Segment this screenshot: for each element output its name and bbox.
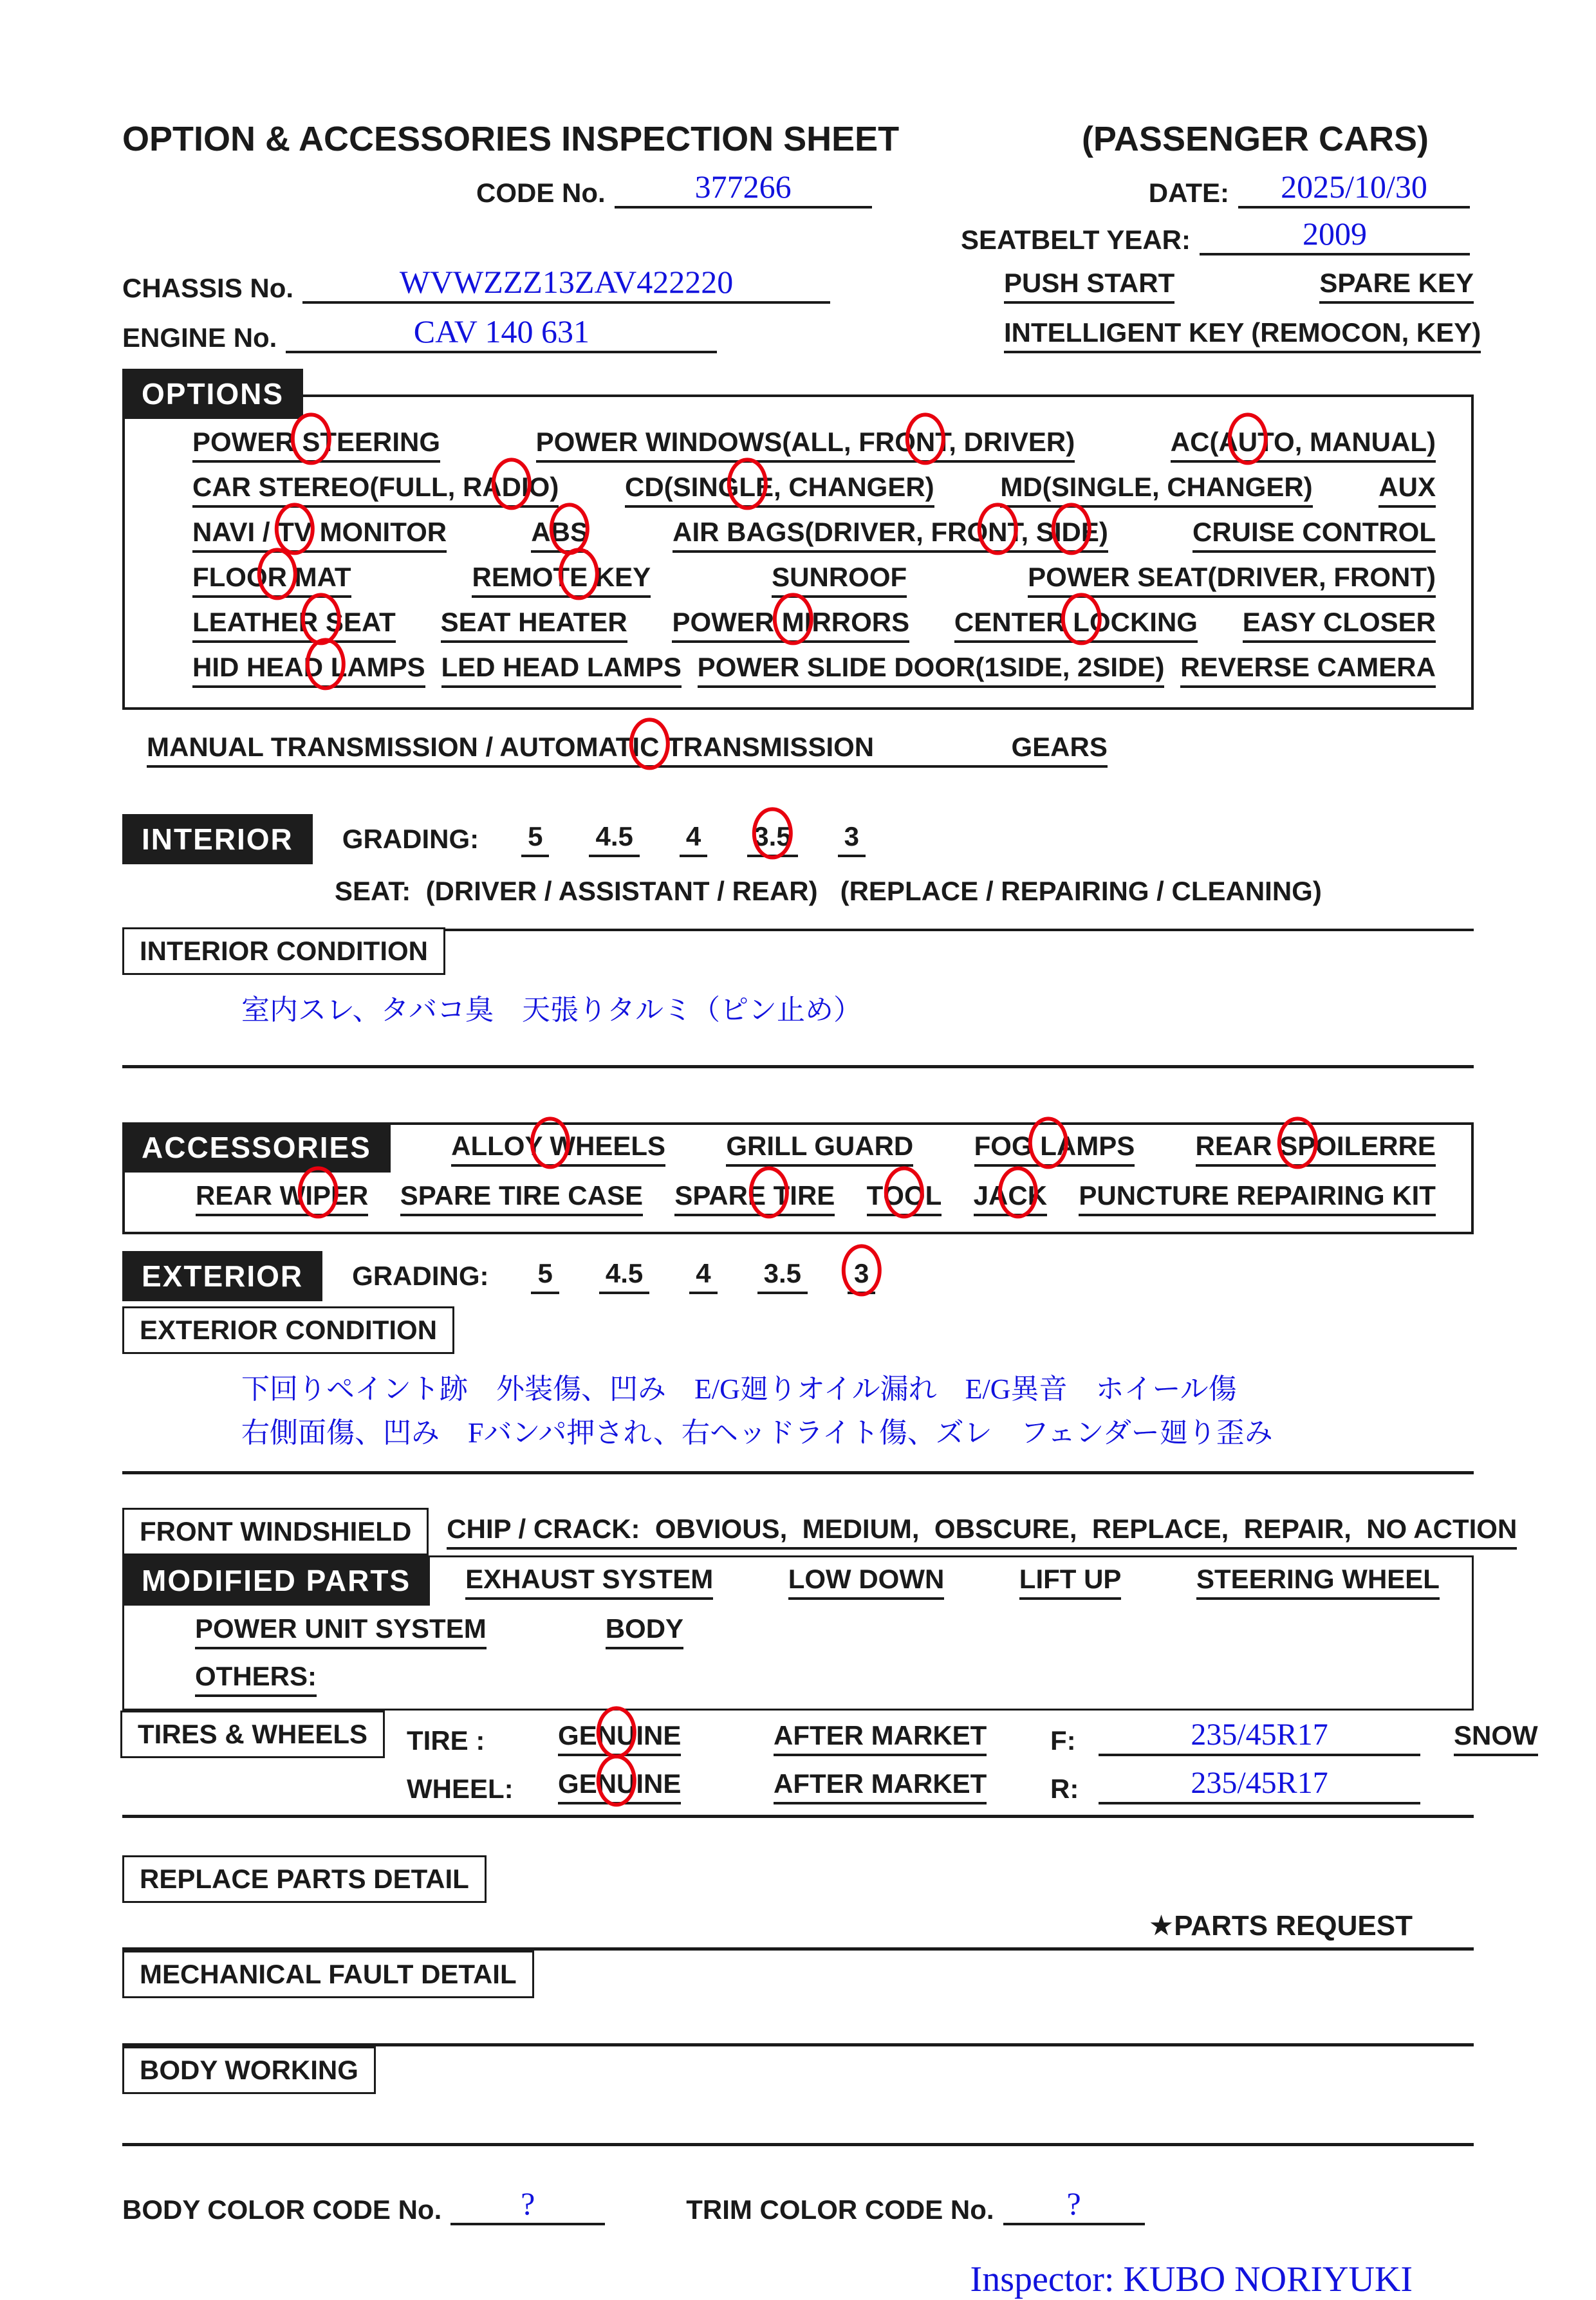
red-circle-mark: 3	[853, 1258, 869, 1288]
front-windshield-box: FRONT WINDSHIELD	[122, 1508, 429, 1555]
exterior-grading-label: GRADING:	[352, 1261, 489, 1291]
inspector-line	[970, 2259, 1413, 2299]
red-circle-mark: BS	[550, 517, 588, 547]
modified-parts-row-1	[124, 1557, 1472, 1606]
text-segment: FLOO	[192, 562, 268, 592]
text-segment: T	[866, 1180, 884, 1210]
tires-wheels-section	[122, 1711, 1538, 1818]
intelligent-key-group	[1004, 317, 1481, 353]
chassis-no-label: CHASSIS No.	[122, 273, 294, 303]
engine-no-value: CAV 140 631	[286, 314, 717, 353]
option-led-head-lamps	[441, 652, 682, 688]
red-circle-mark: C	[640, 732, 660, 762]
text-segment: POWER	[672, 607, 782, 637]
accessories-row-1	[125, 1125, 1436, 1173]
rear-tire-size-value: 235/45R17	[1099, 1767, 1420, 1804]
front-size-label: F:	[1050, 1725, 1076, 1756]
text-segment: EASY CLOSER	[1242, 607, 1436, 637]
push-start-item: PUSH START	[1004, 268, 1174, 304]
accessories-section	[122, 1122, 1474, 1234]
text-segment: SPARE TIRE CASE	[400, 1180, 644, 1210]
red-circle-mark: L	[1040, 1131, 1057, 1161]
red-circle-mark: R	[267, 562, 287, 592]
red-circle-mark: Y W	[524, 1131, 576, 1161]
text-segment: IRRORS	[804, 607, 910, 637]
text-segment: CRUISE CONTROL	[1192, 517, 1436, 547]
option-easy-closer	[1243, 607, 1436, 643]
genuine-label	[558, 1768, 681, 1804]
text-segment: AIR BAGS(DRIVER, FRO	[673, 517, 988, 547]
text-segment: MD(SINGLE, CHANGER)	[1000, 472, 1313, 502]
interior-grades	[521, 821, 866, 857]
code-date-row	[122, 169, 1474, 209]
text-segment: CD(SING	[624, 472, 739, 502]
body-color-code-label: BODY COLOR CODE No.	[122, 2194, 442, 2225]
trim-color-code-label: TRIM COLOR CODE No.	[686, 2194, 994, 2225]
red-circle-mark: C	[1008, 1180, 1028, 1210]
option-car-stereo	[192, 472, 559, 508]
text-segment: POWER SEAT(DRIVER, FRONT)	[1028, 562, 1436, 592]
tire-genuine-item	[558, 1720, 774, 1756]
red-circle-mark: 3.5	[754, 821, 792, 851]
text-segment: T, SI	[1007, 517, 1062, 547]
option-power-mirrors	[672, 607, 909, 643]
transmission-row	[122, 732, 1474, 768]
text-segment: EXHAUST SYSTEM	[465, 1563, 714, 1594]
text-segment: IO)	[521, 472, 559, 502]
text-segment: TEERING	[320, 427, 441, 457]
red-circle-mark: TV	[277, 517, 312, 547]
snow-item	[1454, 1720, 1538, 1756]
exterior-grade-5	[531, 1258, 559, 1294]
text-segment: 4	[696, 1258, 711, 1288]
date-value: 2025/10/30	[1238, 169, 1470, 209]
interior-grade-3	[838, 821, 866, 857]
accessory-tool	[867, 1180, 942, 1216]
modified-parts-row-2	[124, 1613, 1472, 1649]
exterior-condition-note-2: 右側面傷、凹み Fバンパ押され、右ヘッドライト傷、ズレ フェンダー廻り歪み	[241, 1417, 1273, 1449]
red-circle-mark: D	[501, 472, 521, 502]
red-circle-mark: NU	[597, 1768, 636, 1799]
text-segment: KEY	[588, 562, 651, 592]
seat-line: SEAT: (DRIVER / ASSISTANT / REAR) (REPLACE / REPAIRING / CLEANING)	[335, 876, 1322, 906]
text-segment: CENTER	[954, 607, 1073, 637]
modified-steering-wheel	[1196, 1564, 1440, 1600]
text-segment: A	[531, 517, 551, 547]
text-segment: 5	[537, 1258, 553, 1288]
wheel-genuine-item	[558, 1768, 774, 1804]
text-segment: 4	[685, 821, 701, 851]
text-segment: HID HEA	[192, 652, 304, 682]
text-segment: TRANSMISSION	[659, 732, 875, 762]
text-segment: PUNCTURE REPAIRING KIT	[1079, 1180, 1436, 1210]
accessory-spare-tire	[674, 1180, 835, 1216]
text-segment: EAT	[343, 607, 396, 637]
red-circle-mark: E	[570, 562, 588, 592]
options-section	[122, 377, 1474, 710]
interior-grade-4-5	[589, 821, 639, 857]
interior-condition-box: INTERIOR CONDITION	[122, 927, 445, 975]
text-segment: GE	[558, 1768, 597, 1799]
text-segment: SEAT HEATER	[440, 607, 627, 637]
mechanical-fault-detail-box: MECHANICAL FAULT DETAIL	[122, 1951, 534, 1998]
modified-lift-up	[1019, 1564, 1122, 1600]
color-code-row	[122, 2186, 1474, 2225]
parts-request-label: ★PARTS REQUEST	[1148, 1909, 1413, 1942]
options-row-3	[192, 517, 1436, 553]
option-power-windows	[536, 427, 1075, 463]
accessory-puncture-repairing-kit	[1079, 1180, 1436, 1216]
text-segment: K	[1027, 1180, 1048, 1210]
option-hid-head-lamps	[192, 652, 425, 688]
exterior-grading-row	[122, 1251, 1474, 1301]
option-reverse-camera	[1180, 652, 1436, 688]
chip-crack-line: CHIP / CRACK: OBVIOUS, MEDIUM, OBSCURE, REPLACE, REPAIR, NO ACTION	[447, 1514, 1517, 1550]
text-segment: CAR STEREO(FULL, RA	[192, 472, 502, 502]
exterior-grade-3	[848, 1258, 875, 1294]
red-circle-mark: D	[1061, 517, 1081, 547]
front-tire-size-value: 235/45R17	[1099, 1718, 1420, 1756]
interior-header-tab: INTERIOR	[122, 814, 313, 864]
text-segment: MAT	[287, 562, 351, 592]
text-segment: POWER WINDOWS(ALL, FRO	[535, 427, 916, 457]
text-segment: AUX	[1378, 472, 1436, 502]
engine-row	[122, 313, 1481, 353]
option-leather-seat	[192, 607, 396, 643]
accessory-jack	[974, 1180, 1047, 1216]
seatbelt-row	[122, 216, 1474, 255]
modified-exhaust-system	[465, 1564, 713, 1600]
exterior-grades	[531, 1258, 875, 1294]
text-segment: AC(A	[1170, 427, 1238, 457]
option-sunroof	[772, 562, 907, 598]
exterior-grade-3-5	[757, 1258, 808, 1294]
page-subtitle: (PASSENGER CARS)	[1081, 120, 1429, 158]
option-aux	[1378, 472, 1436, 508]
option-md	[1000, 472, 1312, 508]
after-market-label: AFTER MARKET	[774, 1720, 987, 1756]
inspector-label: Inspector:	[970, 2259, 1115, 2299]
option-floor-mat	[192, 562, 351, 598]
accessory-rear-wiper	[196, 1180, 368, 1216]
red-circle-mark: IP	[305, 1180, 331, 1210]
modified-parts-section	[122, 1555, 1474, 1711]
text-segment: MONITOR	[311, 517, 447, 547]
option-power-seat	[1028, 562, 1436, 598]
interior-condition-row	[122, 927, 1474, 975]
text-segment: BODY	[605, 1613, 684, 1644]
code-no-value: 377266	[615, 169, 872, 209]
text-segment: L	[925, 1180, 942, 1210]
text-segment: 4.5	[595, 821, 633, 851]
tire-aftermarket-item	[774, 1720, 1050, 1756]
inspector-name: KUBO NORIYUKI	[1123, 2259, 1413, 2299]
modified-parts-items	[430, 1564, 1472, 1600]
red-circle-mark: N	[915, 427, 936, 457]
replace-parts-detail-box: REPLACE PARTS DETAIL	[122, 1855, 487, 1903]
text-segment: REAR	[1195, 1131, 1280, 1161]
interior-grade-5	[521, 821, 549, 857]
seatbelt-year-label: SEATBELT YEAR:	[960, 225, 1191, 255]
options-row-2	[192, 472, 1436, 508]
mechanical-fault-detail-row	[122, 1951, 1474, 1998]
text-segment: HEELS	[575, 1131, 666, 1161]
rear-size-label: R:	[1050, 1773, 1079, 1804]
spare-key-item: SPARE KEY	[1319, 268, 1474, 304]
interior-grade-3-5	[747, 821, 797, 857]
interior-grading-label: GRADING:	[342, 824, 479, 854]
chassis-no-value: WVWZZZ13ZAV422220	[302, 264, 830, 304]
trim-color-code-value: ?	[1003, 2186, 1145, 2225]
text-segment: JA	[973, 1180, 1008, 1210]
exterior-condition-box: EXTERIOR CONDITION	[122, 1306, 454, 1354]
modified-parts-header-tab: MODIFIED PARTS	[122, 1555, 430, 1606]
text-segment: LEATHE	[192, 607, 299, 637]
modified-body	[606, 1613, 683, 1649]
text-segment: OCKING	[1089, 607, 1198, 637]
genuine-label	[558, 1720, 681, 1756]
modified-parts-others-row	[124, 1661, 1472, 1709]
transmission-text	[147, 732, 874, 762]
option-cruise-control	[1192, 517, 1436, 553]
option-remote-key	[472, 562, 651, 598]
text-segment: 3.5	[763, 1258, 801, 1288]
text-segment: INE	[636, 1768, 682, 1799]
text-segment: FOG	[974, 1131, 1041, 1161]
exterior-condition-note-1: 下回りペイント跡 外装傷、凹み E/G廻りオイル漏れ E/G異音 ホイール傷	[241, 1373, 1237, 1405]
key-options-group	[1004, 268, 1474, 304]
text-segment: TO, MANUAL)	[1257, 427, 1436, 457]
date-group	[1149, 169, 1474, 209]
exterior-grade-4-5	[599, 1258, 649, 1294]
option-power-steering	[192, 427, 440, 463]
option-air-bags	[673, 517, 1108, 553]
accessory-alloy-wheels	[451, 1131, 665, 1167]
tires-rows	[385, 1711, 1538, 1815]
engine-no-label: ENGINE No.	[122, 322, 277, 353]
option-center-locking	[954, 607, 1198, 643]
text-segment: REAR W	[196, 1180, 306, 1210]
after-market-label: AFTER MARKET	[774, 1768, 987, 1804]
options-row-4	[192, 562, 1436, 598]
intelligent-key-item: INTELLIGENT KEY (REMOCON, KEY)	[1004, 317, 1481, 353]
divider-line	[445, 929, 1474, 931]
text-segment: REMOT	[472, 562, 570, 592]
text-segment: E, CHANGER)	[755, 472, 934, 502]
option-seat-heater	[441, 607, 627, 643]
red-circle-mark: SP	[1279, 1131, 1316, 1161]
red-circle-mark: M	[781, 607, 804, 637]
modified-power-unit-system	[195, 1613, 487, 1649]
text-segment: T, DRIVER)	[935, 427, 1075, 457]
divider-line	[122, 1471, 1474, 1474]
text-segment: E)	[1081, 517, 1108, 547]
text-segment: OILERRE	[1315, 1131, 1436, 1161]
text-segment: LIFT UP	[1019, 1563, 1122, 1594]
exterior-header-tab: EXTERIOR	[122, 1251, 322, 1301]
options-row-5	[192, 607, 1436, 643]
text-segment: AMPS	[1056, 1131, 1135, 1161]
text-segment: POWER UNIT SYSTEM	[195, 1613, 487, 1644]
text-segment: MANUAL TRANSMISSION / AUTOMATI	[147, 732, 640, 762]
text-segment: SUNROOF	[772, 562, 907, 592]
wheel-aftermarket-item	[774, 1768, 1050, 1804]
option-navi-tv-monitor	[192, 517, 447, 553]
text-segment: REVERSE CAMERA	[1180, 652, 1436, 682]
body-color-code-value: ?	[450, 2186, 605, 2225]
interior-condition-note: 室内スレ、タバコ臭 天張りタルミ（ピン止め）	[241, 994, 862, 1026]
red-circle-mark: L	[739, 472, 756, 502]
text-segment: POWER SLIDE DOOR(1SIDE, 2SIDE)	[697, 652, 1165, 682]
text-segment: ALLO	[451, 1131, 525, 1161]
front-windshield-row	[122, 1508, 1517, 1555]
option-ac	[1171, 427, 1436, 463]
text-segment: GE	[558, 1720, 597, 1750]
text-segment: 3	[844, 821, 859, 851]
red-circle-mark: D L	[303, 652, 348, 682]
tire-label: TIRE :	[407, 1725, 485, 1756]
red-circle-mark: R S	[298, 607, 344, 637]
page-title: OPTION & ACCESSORIES INSPECTION SHEET	[122, 120, 900, 158]
text-segment: NAVI /	[192, 517, 278, 547]
code-no-label: CODE No.	[476, 178, 606, 208]
option-abs	[531, 517, 588, 553]
divider-line	[122, 1065, 1474, 1068]
red-circle-mark: U	[1238, 427, 1258, 457]
red-circle-mark: NU	[597, 1720, 636, 1750]
red-circle-mark: E T	[747, 1180, 790, 1210]
chassis-row	[122, 264, 1474, 304]
text-segment: STEERING WHEEL	[1196, 1563, 1440, 1594]
accessories-row-2	[125, 1180, 1436, 1216]
gears-label: GEARS	[1011, 732, 1108, 762]
title-row	[122, 119, 1474, 159]
text-segment: 4.5	[605, 1258, 644, 1288]
text-segment: 5	[528, 821, 543, 851]
red-circle-mark: N	[988, 517, 1008, 547]
text-segment: IRE	[790, 1180, 835, 1210]
text-segment: AMPS	[347, 652, 425, 682]
text-segment: INE	[636, 1720, 682, 1750]
replace-parts-detail-row	[122, 1855, 1474, 1903]
date-label: DATE:	[1148, 178, 1229, 208]
tires-wheels-box: TIRES & WHEELS	[120, 1711, 385, 1758]
text-segment: POWER	[192, 427, 302, 457]
others-label: OTHERS:	[195, 1661, 317, 1697]
text-segment: SPAR	[674, 1180, 748, 1210]
text-segment: GRILL GUARD	[726, 1131, 914, 1161]
text-segment: LED HEAD LAMPS	[441, 652, 682, 682]
exterior-condition-row	[122, 1306, 1474, 1354]
option-power-slide-door	[698, 652, 1165, 688]
options-row-6	[192, 652, 1436, 688]
divider-line	[122, 2143, 1474, 2146]
body-working-box: BODY WORKING	[122, 2046, 376, 2094]
options-header-tab: OPTIONS	[122, 369, 303, 419]
red-circle-mark: S	[302, 427, 320, 457]
red-circle-mark: OO	[883, 1180, 925, 1210]
inspector-row	[122, 2258, 1474, 2300]
seatbelt-year-value: 2009	[1200, 216, 1470, 255]
snow-label: SNOW	[1454, 1720, 1538, 1756]
text-segment: ER	[331, 1180, 369, 1210]
red-circle-mark: L	[1073, 607, 1090, 637]
exterior-grade-4	[689, 1258, 717, 1294]
accessories-header-tab: ACCESSORIES	[122, 1122, 391, 1173]
accessory-grill-guard	[726, 1131, 913, 1167]
modified-low-down	[788, 1564, 945, 1600]
option-cd	[625, 472, 934, 508]
text-segment: LOW DOWN	[788, 1563, 945, 1594]
wheel-row	[407, 1767, 1538, 1804]
transmission-line	[147, 732, 1108, 768]
accessory-spare-tire-case	[400, 1180, 643, 1216]
wheel-label: WHEEL:	[407, 1773, 514, 1804]
tire-row	[407, 1718, 1538, 1756]
accessory-rear-spoiler	[1196, 1131, 1436, 1167]
body-working-row	[122, 2046, 1474, 2094]
options-row-1	[192, 427, 1436, 463]
interior-grading-row	[122, 814, 1474, 864]
interior-grade-4	[680, 821, 707, 857]
accessory-fog-lamps	[974, 1131, 1135, 1167]
